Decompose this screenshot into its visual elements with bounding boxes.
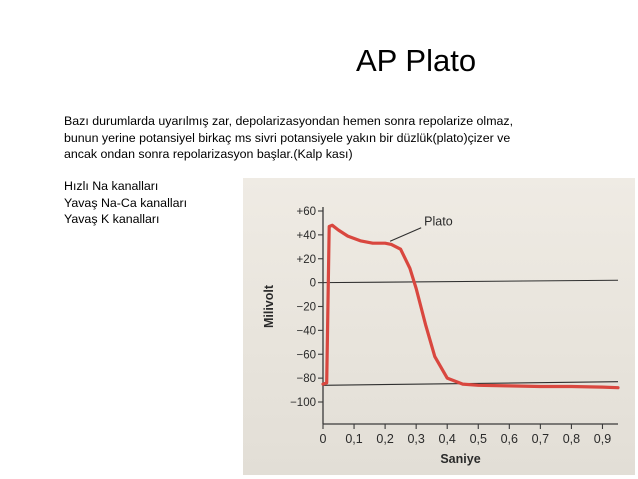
paragraph-line: Bazı durumlarda uyarılmış zar, depolarizasyondan hemen sonra repolarize olmaz, <box>64 114 514 128</box>
x-tick-label: 0,2 <box>376 432 394 446</box>
zero-line <box>323 280 618 282</box>
y-tick-label: +20 <box>296 253 316 266</box>
y-tick-label: 0 <box>309 277 316 290</box>
y-tick-label: +40 <box>296 229 316 242</box>
plato-pointer-line <box>390 228 421 242</box>
x-tick-label: 0,1 <box>345 432 363 446</box>
plato-annotation: Plato <box>424 214 453 229</box>
x-tick-label: 0,6 <box>500 432 519 446</box>
paragraph-line: ancak ondan sonra repolarizasyon başlar.(Kalp kası) <box>64 147 353 161</box>
x-tick-label: 0,9 <box>593 432 612 446</box>
x-tick-label: 0,4 <box>438 432 456 446</box>
y-tick-label: −80 <box>296 373 316 386</box>
action-potential-chart <box>243 178 635 475</box>
y-tick-label: −20 <box>296 301 316 314</box>
y-axis-label: Milivolt <box>262 284 276 329</box>
y-tick-label: −60 <box>296 349 316 362</box>
x-tick-label: 0,5 <box>469 432 487 446</box>
x-tick-label: 0,3 <box>407 432 425 446</box>
y-tick-label: −100 <box>290 397 316 409</box>
x-tick-label: 0,8 <box>562 432 581 446</box>
y-tick-label: +60 <box>296 206 316 218</box>
action-potential-curve <box>323 225 618 387</box>
description-paragraph <box>64 113 634 163</box>
paragraph-line: bunun yerine potansiyel birkaç ms sivri potansiyele yakın bir düzlük(plato)çizer ve <box>64 130 511 145</box>
x-tick-label: 0 <box>319 432 327 446</box>
y-tick-label: −40 <box>296 325 316 338</box>
channel-list <box>64 178 187 228</box>
channel-item: Hızlı Na kanalları <box>64 179 159 193</box>
x-tick-label: 0,7 <box>531 432 550 446</box>
x-axis-label: Saniye <box>440 452 481 466</box>
slide-title: AP Plato <box>356 43 477 78</box>
channel-item: Yavaş K kanalları <box>64 212 160 226</box>
chart-photo <box>243 178 635 475</box>
channel-item: Yavaş Na-Ca kanalları <box>64 195 188 210</box>
